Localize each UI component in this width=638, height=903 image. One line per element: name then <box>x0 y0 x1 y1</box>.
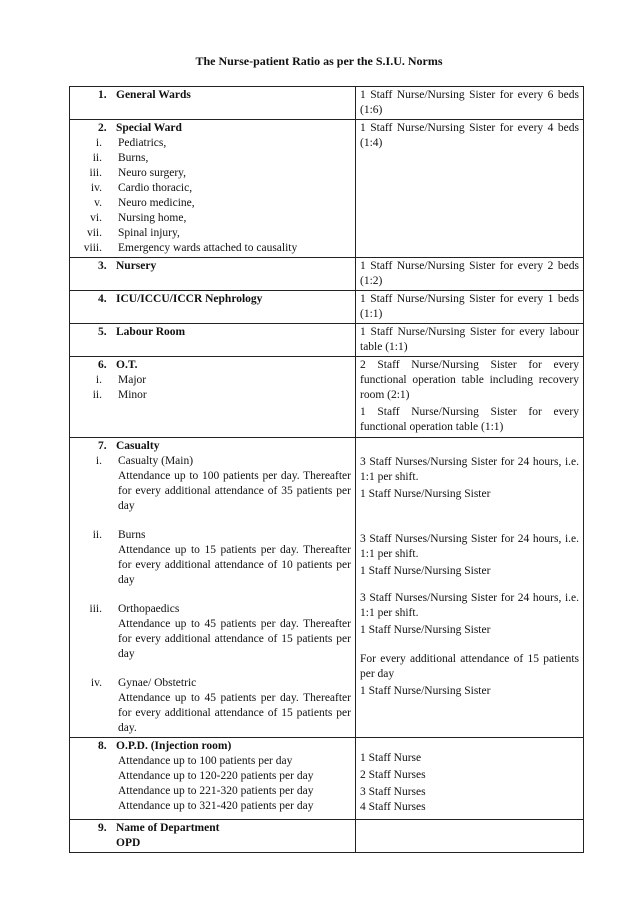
list-item: Attendance up to 100 patients per day <box>118 755 293 767</box>
list-item: vi. Nursing home, <box>90 212 187 224</box>
row-sublabel: OPD <box>116 837 141 849</box>
list-item: i. Casualty (Main) Attendance up to 100 patients per day. Thereafter for every additional attendance of 35 patients per day <box>95 455 351 512</box>
list-item: ii. Minor <box>92 389 147 401</box>
ratio-cell: 1 Staff Nurse/Nursing Sister for every 4 beds (1:4) <box>356 120 584 258</box>
list-item: ii. Burns, <box>92 152 149 164</box>
row-number: 8. <box>98 740 107 752</box>
list-item: iv. Cardio thoracic, <box>90 182 193 194</box>
table-row <box>70 324 584 357</box>
ratio-text: 3 Staff Nurses <box>360 786 426 798</box>
ratio-text: 3 Staff Nurses/Nursing Sister for 24 hours, i.e. 1:1 per shift. <box>360 533 579 560</box>
table-row <box>70 120 584 258</box>
list-item: Attendance up to 120-220 patients per day <box>118 770 314 782</box>
list-item: ii. Burns Attendance up to 15 patients per day. Thereafter for every additional attendance of 10 patients per day <box>92 529 351 586</box>
page-title: The Nurse-patient Ratio as per the S.I.U. Norms <box>195 54 443 68</box>
table-row <box>70 738 584 820</box>
row-number: 7. <box>98 440 107 452</box>
list-item: i. Pediatrics, <box>95 137 167 149</box>
row-number: 9. <box>98 822 107 834</box>
ratio-text: 1 Staff Nurse/Nursing Sister <box>360 624 491 636</box>
ratio-text: 2 Staff Nurses <box>360 769 426 781</box>
ratio-text: 4 Staff Nurses <box>360 801 426 813</box>
ratio-cell: 1 Staff Nurse/Nursing Sister for every 2 beds (1:2) <box>356 258 584 291</box>
row-number: 5. <box>98 326 107 338</box>
ratio-text: 1 Staff Nurse/Nursing Sister <box>360 488 491 500</box>
ratio-text: 2 Staff Nurse/Nursing Sister for every functional operation table including recovery room (2:1) <box>360 359 579 401</box>
list-item: iii. Neuro surgery, <box>89 167 187 179</box>
row-number: 6. <box>98 359 107 371</box>
row-label: Nursery <box>116 260 157 272</box>
table-row <box>70 438 584 738</box>
list-item: vii. Spinal injury, <box>86 227 180 239</box>
list-item: Attendance up to 321-420 patients per day <box>118 800 314 812</box>
list-item: Attendance up to 221-320 patients per day <box>118 785 314 797</box>
row-number: 2. <box>98 122 107 134</box>
table-row <box>70 258 584 291</box>
ratio-text: 1 Staff Nurse/Nursing Sister for every functional operation table (1:1) <box>360 406 579 433</box>
row-number: 3. <box>98 260 107 272</box>
ratio-text: 3 Staff Nurses/Nursing Sister for 24 hours, i.e. 1:1 per shift. <box>360 592 579 619</box>
row-number: 4. <box>98 293 107 305</box>
ratio-table <box>69 86 584 853</box>
ratio-cell: 1 Staff Nurse/Nursing Sister for every 6 beds (1:6) <box>356 87 584 120</box>
row-label: Labour Room <box>116 326 186 338</box>
ratio-cell <box>356 820 584 853</box>
table-row <box>70 87 584 120</box>
ratio-text: For every additional attendance of 15 patients per day <box>360 653 579 680</box>
list-item: viii. Emergency wards attached to causality <box>83 242 298 254</box>
ratio-text: 1 Staff Nurse/Nursing Sister <box>360 565 491 577</box>
table-row <box>70 291 584 324</box>
ratio-text: 3 Staff Nurses/Nursing Sister for 24 hours, i.e. 1:1 per shift. <box>360 456 579 483</box>
row-label: Casualty <box>116 440 160 452</box>
ratio-text: 1 Staff Nurse/Nursing Sister <box>360 685 491 697</box>
row-label: O.P.D. (Injection room) <box>116 740 232 752</box>
row-label: ICU/ICCU/ICCR Nephrology <box>116 293 263 305</box>
row-number: 1. <box>98 89 107 101</box>
ratio-cell: 1 Staff Nurse/Nursing Sister for every 1 beds (1:1) <box>356 291 584 324</box>
ratio-cell: 1 Staff Nurse/Nursing Sister for every labour table (1:1) <box>356 324 584 357</box>
row-label: General Wards <box>116 89 191 101</box>
list-item: iii. Orthopaedics Attendance up to 45 patients per day. Thereafter for every additional attendance of 15 patients per day <box>89 603 351 660</box>
list-item: iv. Gynae/ Obstetric Attendance up to 45 patients per day. Thereafter for every additional attendance of 15 patients per day. <box>90 677 351 734</box>
list-item: i. Major <box>95 374 147 386</box>
row-label: Name of Department <box>116 822 220 834</box>
row-label: Special Ward <box>116 122 182 134</box>
list-item: v. Neuro medicine, <box>94 197 195 209</box>
table-row <box>70 357 584 438</box>
table-row <box>70 820 584 853</box>
ratio-text: 1 Staff Nurse <box>360 752 422 764</box>
row-label: O.T. <box>116 359 138 371</box>
